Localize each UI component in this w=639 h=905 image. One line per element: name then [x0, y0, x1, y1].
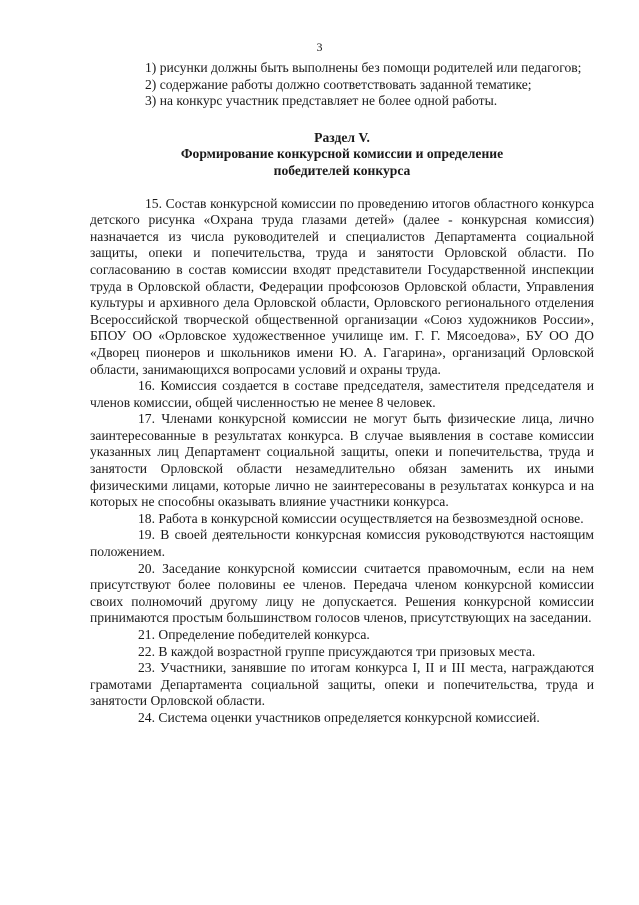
- list-item: 1) рисунки должны быть выполнены без помощи родителей или педагогов;: [145, 60, 582, 75]
- paragraph-20: 20. Заседание конкурсной комиссии считается правомочным, если на нем присутствуют более половины ее членов. Передача членом конкурсной комиссии своих полномочий другому лицу не допускается. Решения конкурсной комиссии принимаются простым большинством голосов членов, присутствующих на заседании.: [90, 560, 594, 626]
- paragraph-19: 19. В своей деятельности конкурсная комиссия руководствуются настоящим положением.: [90, 527, 594, 560]
- paragraph-23: 23. Участники, занявшие по итогам конкурса I, II и III места, награждаются грамотами Департамента социальной защиты, опеки и попечительства, труда и занятости Орловской области.: [90, 660, 594, 709]
- paragraph-16: 16. Комиссия создается в составе председателя, заместителя председателя и членов комиссии, общей численностью не менее 8 человек.: [90, 378, 594, 410]
- document-body: [90, 60, 594, 727]
- paragraph-21: 21. Определение победителей конкурса.: [138, 627, 370, 642]
- list-item: 2) содержание работы должно соответствовать заданной тематике;: [145, 76, 532, 92]
- section-number: Раздел V.: [314, 129, 370, 145]
- paragraph-24: 24. Система оценки участников определяется конкурсной комиссией.: [138, 709, 540, 725]
- section-title-line-2: победителей конкурса: [273, 162, 411, 178]
- section-heading: [90, 130, 594, 180]
- paragraph-18: 18. Работа в конкурсной комиссии осуществляется на безвозмездной основе.: [138, 510, 584, 526]
- paragraph-15: 15. Состав конкурсной комиссии по проведению итогов областного конкурса детского рисунка «Охрана труда глазами детей» (далее - конкурсная комиссия) назначается из числа руководителей и специалистов Департамента социальной защиты, опеки и попечительства, труда и занятости Орловской области. По согласованию в состав комиссии входят представители Государственной инспекции труда в Орловской области, Федерации профсоюзов Орловской области, Управления культуры и архивного дела Орловской области, Орловского регионального отделения Всероссийской творческой общественной организации «Союз художников России», БПОУ ОО «Орловское художественное училище им. Г. Г. Мясоедова», БУ ОО ДО «Дворец пионеров и школьников имени Ю. А. Гагарина», организаций Орловской области, занимающихся вопросами условий и охраны труда.: [90, 195, 594, 377]
- section-title-line-1: Формирование конкурсной комиссии и определение: [180, 146, 504, 162]
- list-item: 3) на конкурс участник представляет не более одной работы.: [145, 93, 498, 109]
- paragraph-22: 22. В каждой возрастной группе присуждаются три призовых места.: [138, 643, 536, 659]
- paragraph-17: 17. Членами конкурсной комиссии не могут быть физические лица, лично заинтересованные в результатах конкурса. В случае выявления в составе комиссии указанных лиц Департамент социальной защиты, опеки и попечительства, труда и занятости Орловской области незамедлительно обязан заменить их иными физическими лицами, которые лично не заинтересованы в результатах конкурса и на которых не способны оказывать влияние участники конкурса.: [90, 411, 594, 510]
- page-number: 3: [316, 40, 323, 54]
